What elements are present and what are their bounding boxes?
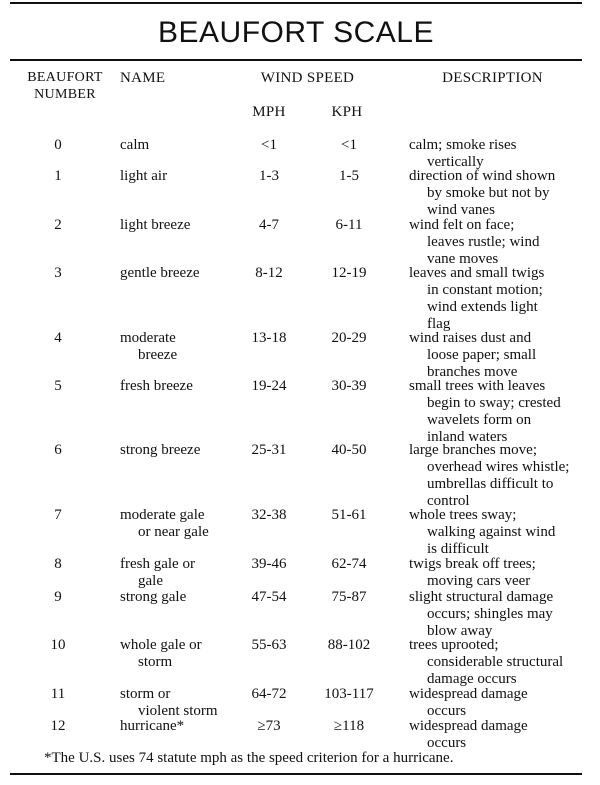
beaufort-number: 0 (54, 137, 62, 153)
description-line: large branches move; (409, 442, 538, 458)
wind-name-line: gentle breeze (120, 265, 200, 281)
wind-description (409, 686, 597, 720)
beaufort-number: 12 (50, 718, 66, 734)
wind-name (120, 556, 240, 590)
header-number-line2: NUMBER (34, 87, 96, 102)
wind-name-line: or near gale (138, 524, 209, 540)
wind-speed-kph: ≥118 (333, 718, 365, 734)
header-kph: KPH (331, 104, 363, 120)
wind-speed-mph: ≥73 (257, 718, 281, 734)
wind-description (409, 507, 597, 558)
description-line: umbrellas difficult to (427, 476, 554, 492)
description-line: widespread damage (409, 718, 528, 734)
wind-name-line: storm or (120, 686, 171, 702)
description-line: twigs break off trees; (409, 556, 536, 572)
wind-speed-kph: 75-87 (331, 589, 367, 605)
beaufort-number: 11 (50, 686, 66, 702)
bottom-rule (10, 773, 582, 775)
footnote: *The U.S. uses 74 statute mph as the speed criterion for a hurricane. (44, 750, 454, 766)
page-title: BEAUFORT SCALE (158, 16, 434, 49)
beaufort-number: 10 (50, 637, 66, 653)
description-line: wind raises dust and (409, 330, 532, 346)
wind-name-line: whole gale or (120, 637, 202, 653)
description-line: whole trees sway; (409, 507, 517, 523)
wind-name-line: moderate (120, 330, 176, 346)
description-line: occurs (427, 703, 467, 719)
beaufort-number: 4 (54, 330, 62, 346)
wind-name (120, 378, 240, 395)
wind-name (120, 686, 240, 720)
wind-speed-mph: 19-24 (251, 378, 287, 394)
wind-name-line: breeze (138, 347, 178, 363)
description-line: small trees with leaves (409, 378, 546, 394)
wind-speed-kph: 88-102 (327, 637, 371, 653)
wind-speed-kph: 103-117 (324, 686, 374, 702)
title-rule (10, 59, 582, 61)
wind-description (409, 330, 597, 381)
wind-speed-kph: 12-19 (331, 265, 367, 281)
wind-name (120, 265, 240, 282)
description-line: blow away (427, 623, 493, 639)
wind-name (120, 137, 240, 154)
wind-name-line: hurricane* (120, 718, 185, 734)
wind-name (120, 589, 240, 606)
description-line: control (427, 493, 470, 509)
beaufort-number: 5 (54, 378, 62, 394)
description-line: leaves rustle; wind (427, 234, 540, 250)
wind-name (120, 507, 240, 541)
beaufort-number: 8 (54, 556, 62, 572)
description-line: branches move (427, 364, 518, 380)
wind-speed-mph: 8-12 (255, 265, 283, 281)
description-line: begin to sway; crested (427, 395, 561, 411)
description-line: occurs; shingles may (427, 606, 553, 622)
description-line: walking against wind (427, 524, 556, 540)
wind-speed-mph: 32-38 (251, 507, 287, 523)
wind-speed-mph: 25-31 (251, 442, 287, 458)
description-line: wind felt on face; (409, 217, 515, 233)
wind-speed-mph: 47-54 (251, 589, 287, 605)
top-rule (10, 2, 582, 4)
wind-name-line: strong breeze (120, 442, 201, 458)
wind-speed-mph: 13-18 (251, 330, 287, 346)
wind-name (120, 168, 240, 185)
description-line: occurs (427, 735, 467, 751)
wind-speed-kph: 20-29 (331, 330, 367, 346)
description-line: flag (427, 316, 451, 332)
description-line: calm; smoke rises (409, 137, 517, 153)
wind-speed-mph: 55-63 (251, 637, 287, 653)
wind-name-line: violent storm (138, 703, 218, 719)
beaufort-number: 3 (54, 265, 62, 281)
description-line: damage occurs (427, 671, 517, 687)
description-line: wavelets form on (427, 412, 532, 428)
wind-speed-mph: 4-7 (259, 217, 279, 233)
wind-name (120, 637, 240, 671)
wind-description (409, 265, 597, 333)
wind-speed-kph: 62-74 (331, 556, 367, 572)
wind-description (409, 137, 597, 171)
wind-speed-kph: 1-5 (339, 168, 359, 184)
description-line: in constant motion; (427, 282, 543, 298)
description-line: vertically (427, 154, 484, 170)
beaufort-number: 9 (54, 589, 62, 605)
description-line: wind extends light (427, 299, 538, 315)
wind-description (409, 556, 597, 590)
wind-name-line: light breeze (120, 217, 191, 233)
header-description: DESCRIPTION (442, 70, 543, 86)
description-line: vane moves (427, 251, 499, 267)
wind-speed-mph: 1-3 (259, 168, 279, 184)
wind-name-line: storm (138, 654, 173, 670)
description-line: considerable structural (427, 654, 564, 670)
wind-speed-mph: <1 (261, 137, 277, 153)
description-line: overhead wires whistle; (427, 459, 570, 475)
wind-speed-kph: 6-11 (335, 217, 363, 233)
description-line: loose paper; small (427, 347, 537, 363)
beaufort-number: 6 (54, 442, 62, 458)
header-name: NAME (120, 70, 166, 86)
wind-description (409, 378, 597, 446)
wind-name-line: fresh gale or (120, 556, 195, 572)
wind-speed-kph: 40-50 (331, 442, 367, 458)
wind-name (120, 718, 240, 735)
wind-description (409, 217, 597, 268)
beaufort-number: 7 (54, 507, 62, 523)
header-number-line1: BEAUFORT (27, 70, 103, 85)
wind-speed-mph: 39-46 (251, 556, 287, 572)
header-wind-speed: WIND SPEED (260, 70, 355, 86)
description-line: widespread damage (409, 686, 528, 702)
wind-speed-mph: 64-72 (251, 686, 287, 702)
wind-description (409, 637, 597, 688)
description-line: trees uprooted; (409, 637, 499, 653)
wind-name (120, 330, 240, 364)
wind-name (120, 442, 240, 459)
wind-name (120, 217, 240, 234)
wind-speed-kph: 51-61 (331, 507, 367, 523)
beaufort-number: 2 (54, 217, 62, 233)
wind-speed-kph: <1 (341, 137, 357, 153)
wind-speed-kph: 30-39 (331, 378, 367, 394)
wind-name-line: light air (120, 168, 168, 184)
description-line: by smoke but not by (427, 185, 550, 201)
wind-name-line: strong gale (120, 589, 187, 605)
header-mph: MPH (252, 104, 286, 120)
description-line: is difficult (427, 541, 489, 557)
wind-description (409, 168, 597, 219)
wind-name-line: calm (120, 137, 150, 153)
wind-description (409, 718, 597, 752)
description-line: inland waters (427, 429, 508, 445)
wind-name-line: fresh breeze (120, 378, 193, 394)
description-line: slight structural damage (409, 589, 554, 605)
description-line: wind vanes (427, 202, 495, 218)
description-line: leaves and small twigs (409, 265, 545, 281)
wind-description (409, 589, 597, 640)
description-line: direction of wind shown (409, 168, 556, 184)
wind-name-line: moderate gale (120, 507, 205, 523)
header-beaufort-number (15, 69, 115, 103)
beaufort-number: 1 (54, 168, 62, 184)
wind-description (409, 442, 597, 510)
wind-name-line: gale (138, 573, 163, 589)
description-line: moving cars veer (427, 573, 531, 589)
